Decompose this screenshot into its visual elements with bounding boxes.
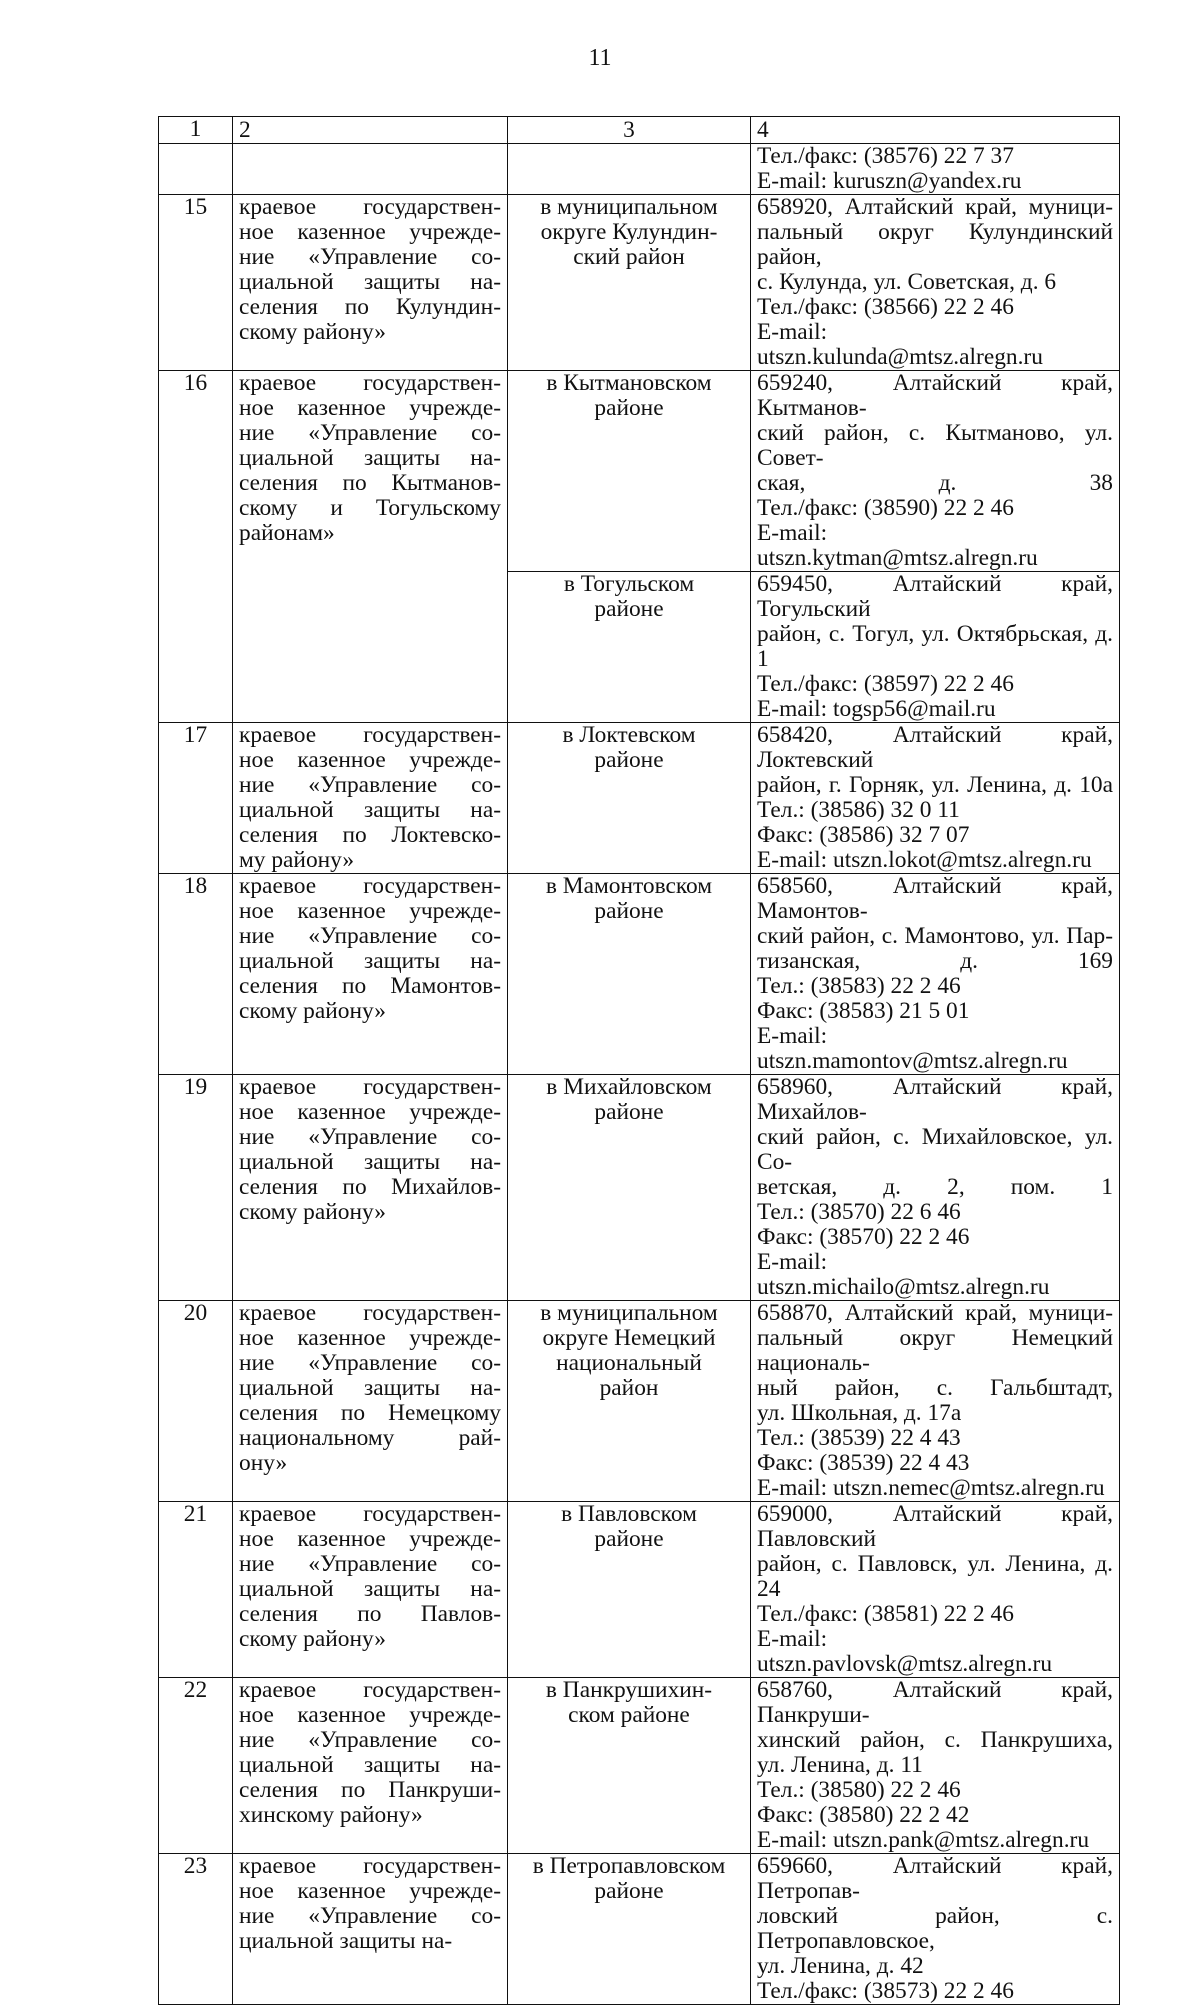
- contact-line: район, с. Тогул, ул. Октябрьская, д. 1: [757, 621, 1113, 672]
- contact-line: пальный округ Кулундинский район,: [757, 219, 1113, 270]
- institution-line: селения по Панкруши-: [239, 1777, 501, 1803]
- area-line: районе: [594, 1099, 664, 1125]
- contact-line: E-mail: utszn.kulunda@mtsz.alregn.ru: [757, 319, 1043, 370]
- institution-line: ние «Управление со-: [239, 1350, 501, 1376]
- row-number-cell: 17: [159, 723, 233, 874]
- contact-cell: [751, 371, 1120, 572]
- contact-cell: [751, 1075, 1120, 1301]
- area-cell: [508, 723, 751, 874]
- contact-line: Тел./факс: (38590) 22 2 46: [757, 495, 1014, 521]
- institution-line: ние «Управление со-: [239, 772, 501, 798]
- contact-line: E-mail: utszn.kytman@mtsz.alregn.ru: [757, 520, 1038, 571]
- area-cell: [508, 874, 751, 1075]
- contact-line: 659450, Алтайский край, Тогульский: [757, 571, 1113, 622]
- table-row: [159, 874, 1120, 1075]
- institution-line: циальной защиты на-: [239, 797, 501, 823]
- institution-line: ние «Управление со-: [239, 1551, 501, 1577]
- institution-line: селения по Кытманов-: [239, 470, 501, 496]
- contact-line: ул. Ленина, д. 42: [757, 1953, 924, 1979]
- institution-line: ное казенное учрежде-: [239, 395, 501, 421]
- contact-line: Факс: (38539) 22 4 43: [757, 1450, 970, 1476]
- institution-line: скому району»: [239, 1626, 386, 1652]
- institution-line: ное казенное учрежде-: [239, 747, 501, 773]
- institution-cell: [233, 195, 508, 371]
- table-row: [159, 1301, 1120, 1502]
- institution-cell: [233, 874, 508, 1075]
- institution-cell: [233, 723, 508, 874]
- row-number-cell: 21: [159, 1502, 233, 1678]
- contact-line: E-mail: togsp56@mail.ru: [757, 696, 996, 722]
- institution-line: ное казенное учрежде-: [239, 1099, 501, 1125]
- institution-line: ние «Управление со-: [239, 1124, 501, 1150]
- contact-line: Тел./факс: (38573) 22 2 46: [757, 1978, 1014, 2004]
- institution-line: селения по Кулундин-: [239, 294, 501, 320]
- contact-line: Тел./факс: (38576) 22 7 37: [757, 143, 1014, 169]
- page-number: 11: [588, 45, 612, 71]
- area-line: ский район: [573, 244, 685, 270]
- area-line: в Локтевском: [562, 722, 696, 748]
- social-protection-table: [158, 116, 1120, 2005]
- institution-line: хинскому району»: [239, 1802, 423, 1828]
- institution-line: циальной защиты на-: [239, 1375, 501, 1401]
- contact-line: Тел./факс: (38581) 22 2 46: [757, 1601, 1014, 1627]
- institution-line: циальной защиты на-: [239, 445, 501, 471]
- area-cell: [508, 195, 751, 371]
- institution-line: циальной защиты на-: [239, 1752, 501, 1778]
- contact-cell: [751, 1678, 1120, 1854]
- institution-line: скому району»: [239, 998, 386, 1024]
- table-row: [159, 1075, 1120, 1301]
- area-line: районе: [594, 1526, 664, 1552]
- contact-line: Тел.: (38586) 32 0 11: [757, 797, 960, 823]
- contact-line: хинский район, с. Панкрушиха,: [757, 1727, 1113, 1753]
- contact-line: ский район, с. Мамонтово, ул. Пар-: [757, 923, 1113, 949]
- contact-line: 658420, Алтайский край, Локтевский: [757, 722, 1113, 773]
- institution-line: краевое государствен-: [239, 1853, 501, 1879]
- contact-line: тизанская, д. 169: [757, 948, 1113, 974]
- area-cell: [508, 1678, 751, 1854]
- area-line: районе: [594, 1878, 664, 1904]
- institution-line: ное казенное учрежде-: [239, 219, 501, 245]
- contact-line: E-mail: utszn.lokot@mtsz.alregn.ru: [757, 847, 1092, 873]
- institution-line: районам»: [239, 520, 335, 546]
- institution-line: циальной защиты на-: [239, 1576, 501, 1602]
- row-number-cell: 19: [159, 1075, 233, 1301]
- area-line: район: [599, 1375, 659, 1401]
- row-number-cell: [159, 144, 233, 195]
- institution-cell: [233, 1854, 508, 2005]
- area-cell: [508, 1075, 751, 1301]
- contact-line: 658920, Алтайский край, муници-: [757, 194, 1113, 220]
- institution-line: краевое государствен-: [239, 370, 501, 396]
- table-row: [159, 1502, 1120, 1678]
- contact-line: ул. Ленина, д. 11: [757, 1752, 923, 1778]
- contact-cell: [751, 874, 1120, 1075]
- institution-line: краевое государствен-: [239, 194, 501, 220]
- contact-line: E-mail: utszn.pank@mtsz.alregn.ru: [757, 1827, 1090, 1853]
- contact-line: 658560, Алтайский край, Мамонтов-: [757, 873, 1113, 924]
- contact-line: E-mail: utszn.mamontov@mtsz.alregn.ru: [757, 1023, 1068, 1074]
- institution-line: краевое государствен-: [239, 1501, 501, 1527]
- area-line: в Петропавловском: [532, 1853, 726, 1879]
- table-row: [159, 195, 1120, 371]
- area-line: районе: [594, 747, 664, 773]
- contact-line: E-mail: utszn.michailo@mtsz.alregn.ru: [757, 1249, 1050, 1300]
- contact-cell: [751, 1301, 1120, 1502]
- area-cell: [508, 144, 751, 195]
- contact-line: Тел.: (38580) 22 2 46: [757, 1777, 961, 1803]
- institution-line: ние «Управление со-: [239, 420, 501, 446]
- institution-cell: [233, 1075, 508, 1301]
- institution-line: ное казенное учрежде-: [239, 898, 501, 924]
- contact-line: Тел.: (38570) 22 6 46: [757, 1199, 961, 1225]
- contact-line: 658870, Алтайский край, муници-: [757, 1300, 1113, 1326]
- contact-cell: [751, 1502, 1120, 1678]
- institution-line: краевое государствен-: [239, 1300, 501, 1326]
- column-header: 4: [751, 117, 1120, 144]
- institution-line: ние «Управление со-: [239, 1903, 501, 1929]
- contact-line: Факс: (38586) 32 7 07: [757, 822, 970, 848]
- table-row: [159, 723, 1120, 874]
- row-number-cell: 16: [159, 371, 233, 723]
- contact-line: ный район, с. Гальбштадт,: [757, 1375, 1113, 1401]
- table-body: [159, 144, 1120, 2005]
- area-line: округе Немецкий: [542, 1325, 716, 1351]
- area-line: в муниципальном: [540, 1300, 718, 1326]
- contact-line: 658960, Алтайский край, Михайлов-: [757, 1074, 1113, 1125]
- institution-line: скому району»: [239, 1199, 386, 1225]
- contact-line: ловский район, с. Петропавловское,: [757, 1903, 1113, 1954]
- institution-line: му району»: [239, 847, 355, 873]
- contact-line: 658760, Алтайский край, Панкруши-: [757, 1677, 1113, 1728]
- institution-line: циальной защиты на-: [239, 1928, 453, 1954]
- table-header-row: [159, 117, 1120, 144]
- column-header: 3: [508, 117, 751, 144]
- contact-line: ский район, с. Кытманово, ул. Совет-: [757, 420, 1113, 471]
- area-line: районе: [594, 898, 664, 924]
- institution-line: ние «Управление со-: [239, 923, 501, 949]
- contact-line: ветская, д. 2, пом. 1: [757, 1174, 1113, 1200]
- area-line: районе: [594, 395, 664, 421]
- row-number-cell: 22: [159, 1678, 233, 1854]
- institution-line: селения по Михайлов-: [239, 1174, 501, 1200]
- institution-line: селения по Павлов-: [239, 1601, 501, 1627]
- area-line: ском районе: [568, 1702, 690, 1728]
- contact-cell: [751, 1854, 1120, 2005]
- area-line: в Павловском: [561, 1501, 697, 1527]
- institution-line: ону»: [239, 1450, 288, 1476]
- contact-line: E-mail: utszn.pavlovsk@mtsz.alregn.ru: [757, 1626, 1053, 1677]
- area-line: в Кытмановском: [546, 370, 712, 396]
- contact-line: Тел.: (38583) 22 2 46: [757, 973, 961, 999]
- column-header: 1: [159, 117, 233, 144]
- institution-line: селения по Мамонтов-: [239, 973, 501, 999]
- institution-line: ное казенное учрежде-: [239, 1325, 501, 1351]
- institution-cell: [233, 1678, 508, 1854]
- contact-cell: [751, 195, 1120, 371]
- institution-line: краевое государствен-: [239, 1677, 501, 1703]
- area-line: в Мамонтовском: [545, 873, 713, 899]
- institution-cell: [233, 1502, 508, 1678]
- contact-line: ский район, с. Михайловское, ул. Со-: [757, 1124, 1113, 1175]
- contact-line: с. Кулунда, ул. Советская, д. 6: [757, 269, 1057, 295]
- table-row: [159, 371, 1120, 572]
- area-line: национальный: [556, 1350, 702, 1376]
- institution-cell: [233, 1301, 508, 1502]
- contact-line: 659000, Алтайский край, Павловский: [757, 1501, 1113, 1552]
- institution-line: скому району»: [239, 319, 386, 345]
- institution-line: ное казенное учрежде-: [239, 1526, 501, 1552]
- institution-line: краевое государствен-: [239, 1074, 501, 1100]
- area-line: в муниципальном: [540, 194, 718, 220]
- institution-line: национальному рай-: [239, 1425, 501, 1451]
- row-number-cell: 18: [159, 874, 233, 1075]
- table-row: [159, 1854, 1120, 2005]
- institution-line: селения по Немецкому: [239, 1400, 501, 1426]
- row-number-cell: 15: [159, 195, 233, 371]
- area-cell: [508, 371, 751, 572]
- table-row-continued: [159, 144, 1120, 195]
- contact-line: район, с. Павловск, ул. Ленина, д. 24: [757, 1551, 1113, 1602]
- area-line: районе: [594, 596, 664, 622]
- contact-line: 659660, Алтайский край, Петропав-: [757, 1853, 1113, 1904]
- area-cell: [508, 572, 751, 723]
- area-line: в Панкрушихин-: [545, 1677, 713, 1703]
- institution-line: краевое государствен-: [239, 722, 501, 748]
- institution-line: циальной защиты на-: [239, 1149, 501, 1175]
- contact-line: Тел.: (38539) 22 4 43: [757, 1425, 961, 1451]
- institution-line: краевое государствен-: [239, 873, 501, 899]
- area-cell: [508, 1854, 751, 2005]
- contact-line: ул. Школьная, д. 17а: [757, 1400, 962, 1426]
- contact-line: 659240, Алтайский край, Кытманов-: [757, 370, 1113, 421]
- area-line: в Тогульском: [563, 571, 695, 597]
- contact-cell: [751, 144, 1120, 195]
- area-cell: [508, 1301, 751, 1502]
- area-line: округе Кулундин-: [540, 219, 718, 245]
- institution-line: ние «Управление со-: [239, 244, 501, 270]
- row-number-cell: 23: [159, 1854, 233, 2005]
- institution-line: селения по Локтевско-: [239, 822, 501, 848]
- contact-line: Факс: (38583) 21 5 01: [757, 998, 970, 1024]
- contact-line: ская, д. 38: [757, 470, 1113, 496]
- table-row: [159, 1678, 1120, 1854]
- row-number-cell: 20: [159, 1301, 233, 1502]
- institution-line: ние «Управление со-: [239, 1727, 501, 1753]
- contact-line: Тел./факс: (38597) 22 2 46: [757, 671, 1014, 697]
- column-header: 2: [233, 117, 508, 144]
- contact-line: E-mail: kuruszn@yandex.ru: [757, 168, 1022, 194]
- contact-line: Тел./факс: (38566) 22 2 46: [757, 294, 1014, 320]
- contact-line: район, г. Горняк, ул. Ленина, д. 10а: [757, 772, 1113, 798]
- institution-line: циальной защиты на-: [239, 948, 501, 974]
- institution-line: ное казенное учрежде-: [239, 1878, 501, 1904]
- institution-line: ное казенное учрежде-: [239, 1702, 501, 1728]
- area-cell: [508, 1502, 751, 1678]
- institution-line: скому и Тогульскому: [239, 495, 501, 521]
- institution-line: циальной защиты на-: [239, 269, 501, 295]
- institution-cell: [233, 144, 508, 195]
- institution-cell: [233, 371, 508, 723]
- contact-line: E-mail: utszn.nemec@mtsz.alregn.ru: [757, 1475, 1105, 1501]
- contact-line: Факс: (38580) 22 2 42: [757, 1802, 970, 1828]
- contact-cell: [751, 572, 1120, 723]
- contact-cell: [751, 723, 1120, 874]
- contact-line: Факс: (38570) 22 2 46: [757, 1224, 970, 1250]
- contact-line: пальный округ Немецкий националь-: [757, 1325, 1113, 1376]
- area-line: в Михайловском: [546, 1074, 712, 1100]
